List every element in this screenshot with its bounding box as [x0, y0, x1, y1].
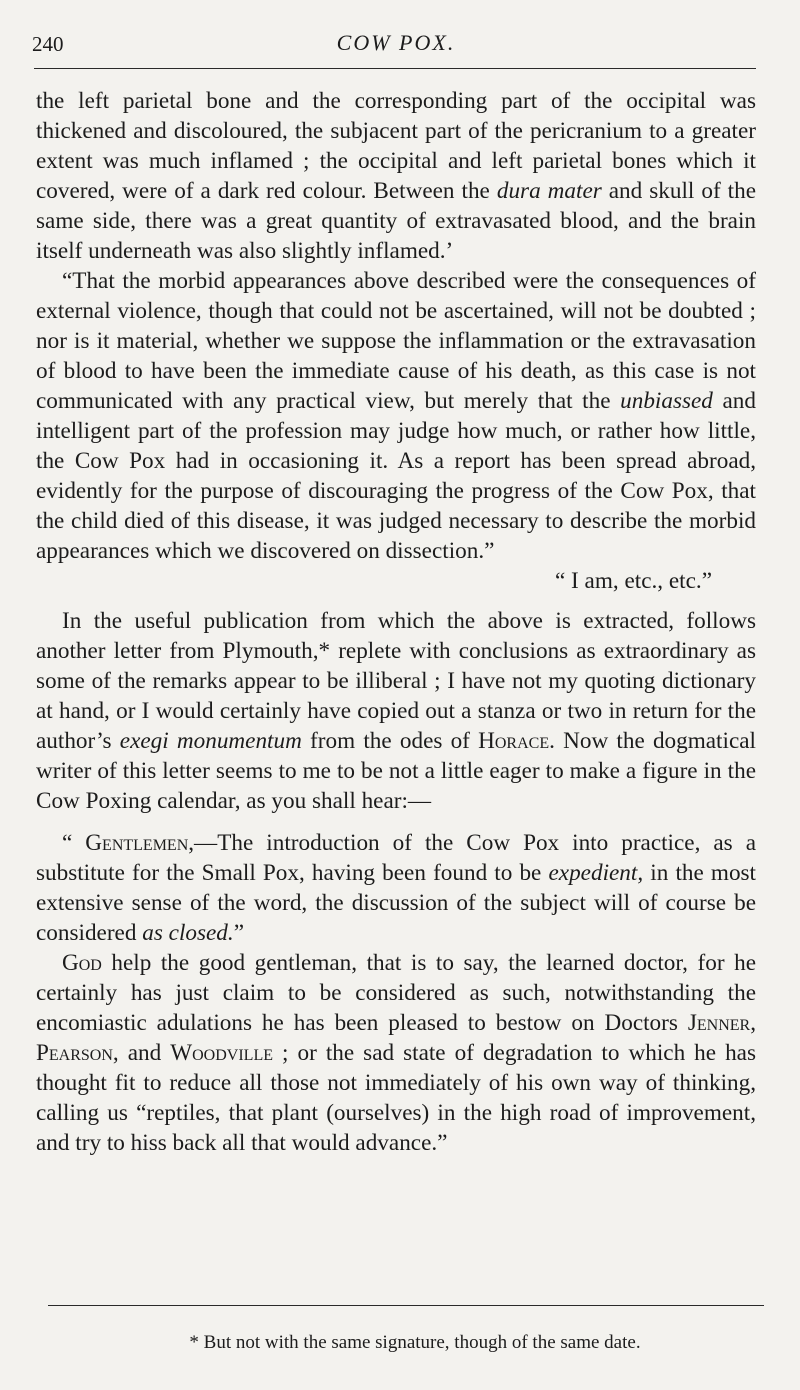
small-caps-run: Horace.	[478, 728, 555, 754]
text-run: from the odes of	[301, 728, 479, 754]
body-text	[36, 86, 756, 1158]
text-run: ; or the sad state of degradation to which he has thought fit to reduce all those not immediately of his own way of thinking, calling us “reptiles, that plant (ourselves) in the high road of improvement, and try to hiss back all that would advance.”	[36, 1040, 756, 1156]
text-run: in the most extensive sense of the word, the discussion of the subject will of course be considered	[36, 860, 757, 946]
italic-run: as closed.	[142, 920, 234, 946]
italic-run: unbiassed	[620, 388, 713, 414]
letter-signoff: “ I am, etc., etc.”	[554, 568, 712, 594]
text-run: In the useful publication from which the above is extracted, follows another letter from Plymouth,* replete with conclusions as extraordinary as some of the remarks appear to be illiberal ; I have not my quoting dictionary at hand, or I would certainly have copied out a stanza or two in return for the author’s	[36, 608, 756, 754]
small-caps-run: God	[62, 950, 102, 976]
text-run: “	[62, 830, 86, 856]
page-header	[32, 30, 760, 62]
text-run: and	[118, 1040, 171, 1066]
text-run: the left parietal bone and the corresponding part of the occipital was thickened and discoloured, the subjacent part of the pericranium to a greater extent was much inflamed ; the occipital and left parietal bones which it covered, were of a dark red colour. Between the	[36, 88, 756, 204]
footnote-rule	[48, 1305, 764, 1306]
text-run: and intelligent part of the profession may judge how much, or rather how little, the Cow Pox had in occasioning it. As a report has been spread abroad, evidently for the purpose of discouraging the progress of the Cow Pox, that the child died of this disease, it was judged necessary to describe the morbid appearances which we discovered on dissection.”	[36, 388, 756, 564]
paragraph-3	[36, 606, 756, 816]
running-title: COW POX.	[336, 30, 456, 55]
page-number: 240	[32, 32, 64, 56]
italic-run: exegi monumentum	[119, 728, 302, 754]
paragraph-1	[36, 86, 756, 266]
text-run: —The introduction of the Cow Pox into practice, as a substitute for the Small Pox, having been found to be	[36, 830, 756, 886]
paragraph-4	[36, 828, 756, 948]
paragraph-5	[36, 948, 756, 1158]
small-caps-run: Woodville	[170, 1040, 273, 1066]
text-run: help the good gentleman, that is to say, the learned doctor, for he certainly has just claim to be considered as such, notwithstanding the encomiastic adulations he has been pleased to bestow on Doctors	[36, 950, 756, 1036]
italic-run: expedient,	[548, 860, 644, 886]
footnote: * But not with the same signature, though of the same date.	[189, 1332, 641, 1353]
text-run: ”	[233, 920, 244, 946]
small-caps-run: Jenner,	[687, 1010, 756, 1036]
text-run: and skull of the same side, there was a great quantity of extravasated blood, and the brain itself underneath was also slightly inflamed.’	[36, 178, 756, 264]
small-caps-run: Gentlemen,	[85, 830, 195, 856]
paragraph-2	[36, 266, 756, 566]
italic-run: dura mater	[496, 178, 602, 204]
text-run: “That the morbid appearances above described were the consequences of external violence, though that could not be ascertained, will not be doubted ; nor is it material, whether we suppose the inflammation or the extravasation of blood to have been the immediate cause of his death, as this case is not communicated with any practical view, but merely that the	[36, 268, 756, 414]
text-run: Now the dogmatical writer of this letter seems to me to be not a little eager to make a figure in the Cow Poxing calendar, as you shall hear:—	[36, 728, 756, 814]
small-caps-run: Pearson,	[36, 1040, 119, 1066]
header-rule	[34, 68, 756, 69]
